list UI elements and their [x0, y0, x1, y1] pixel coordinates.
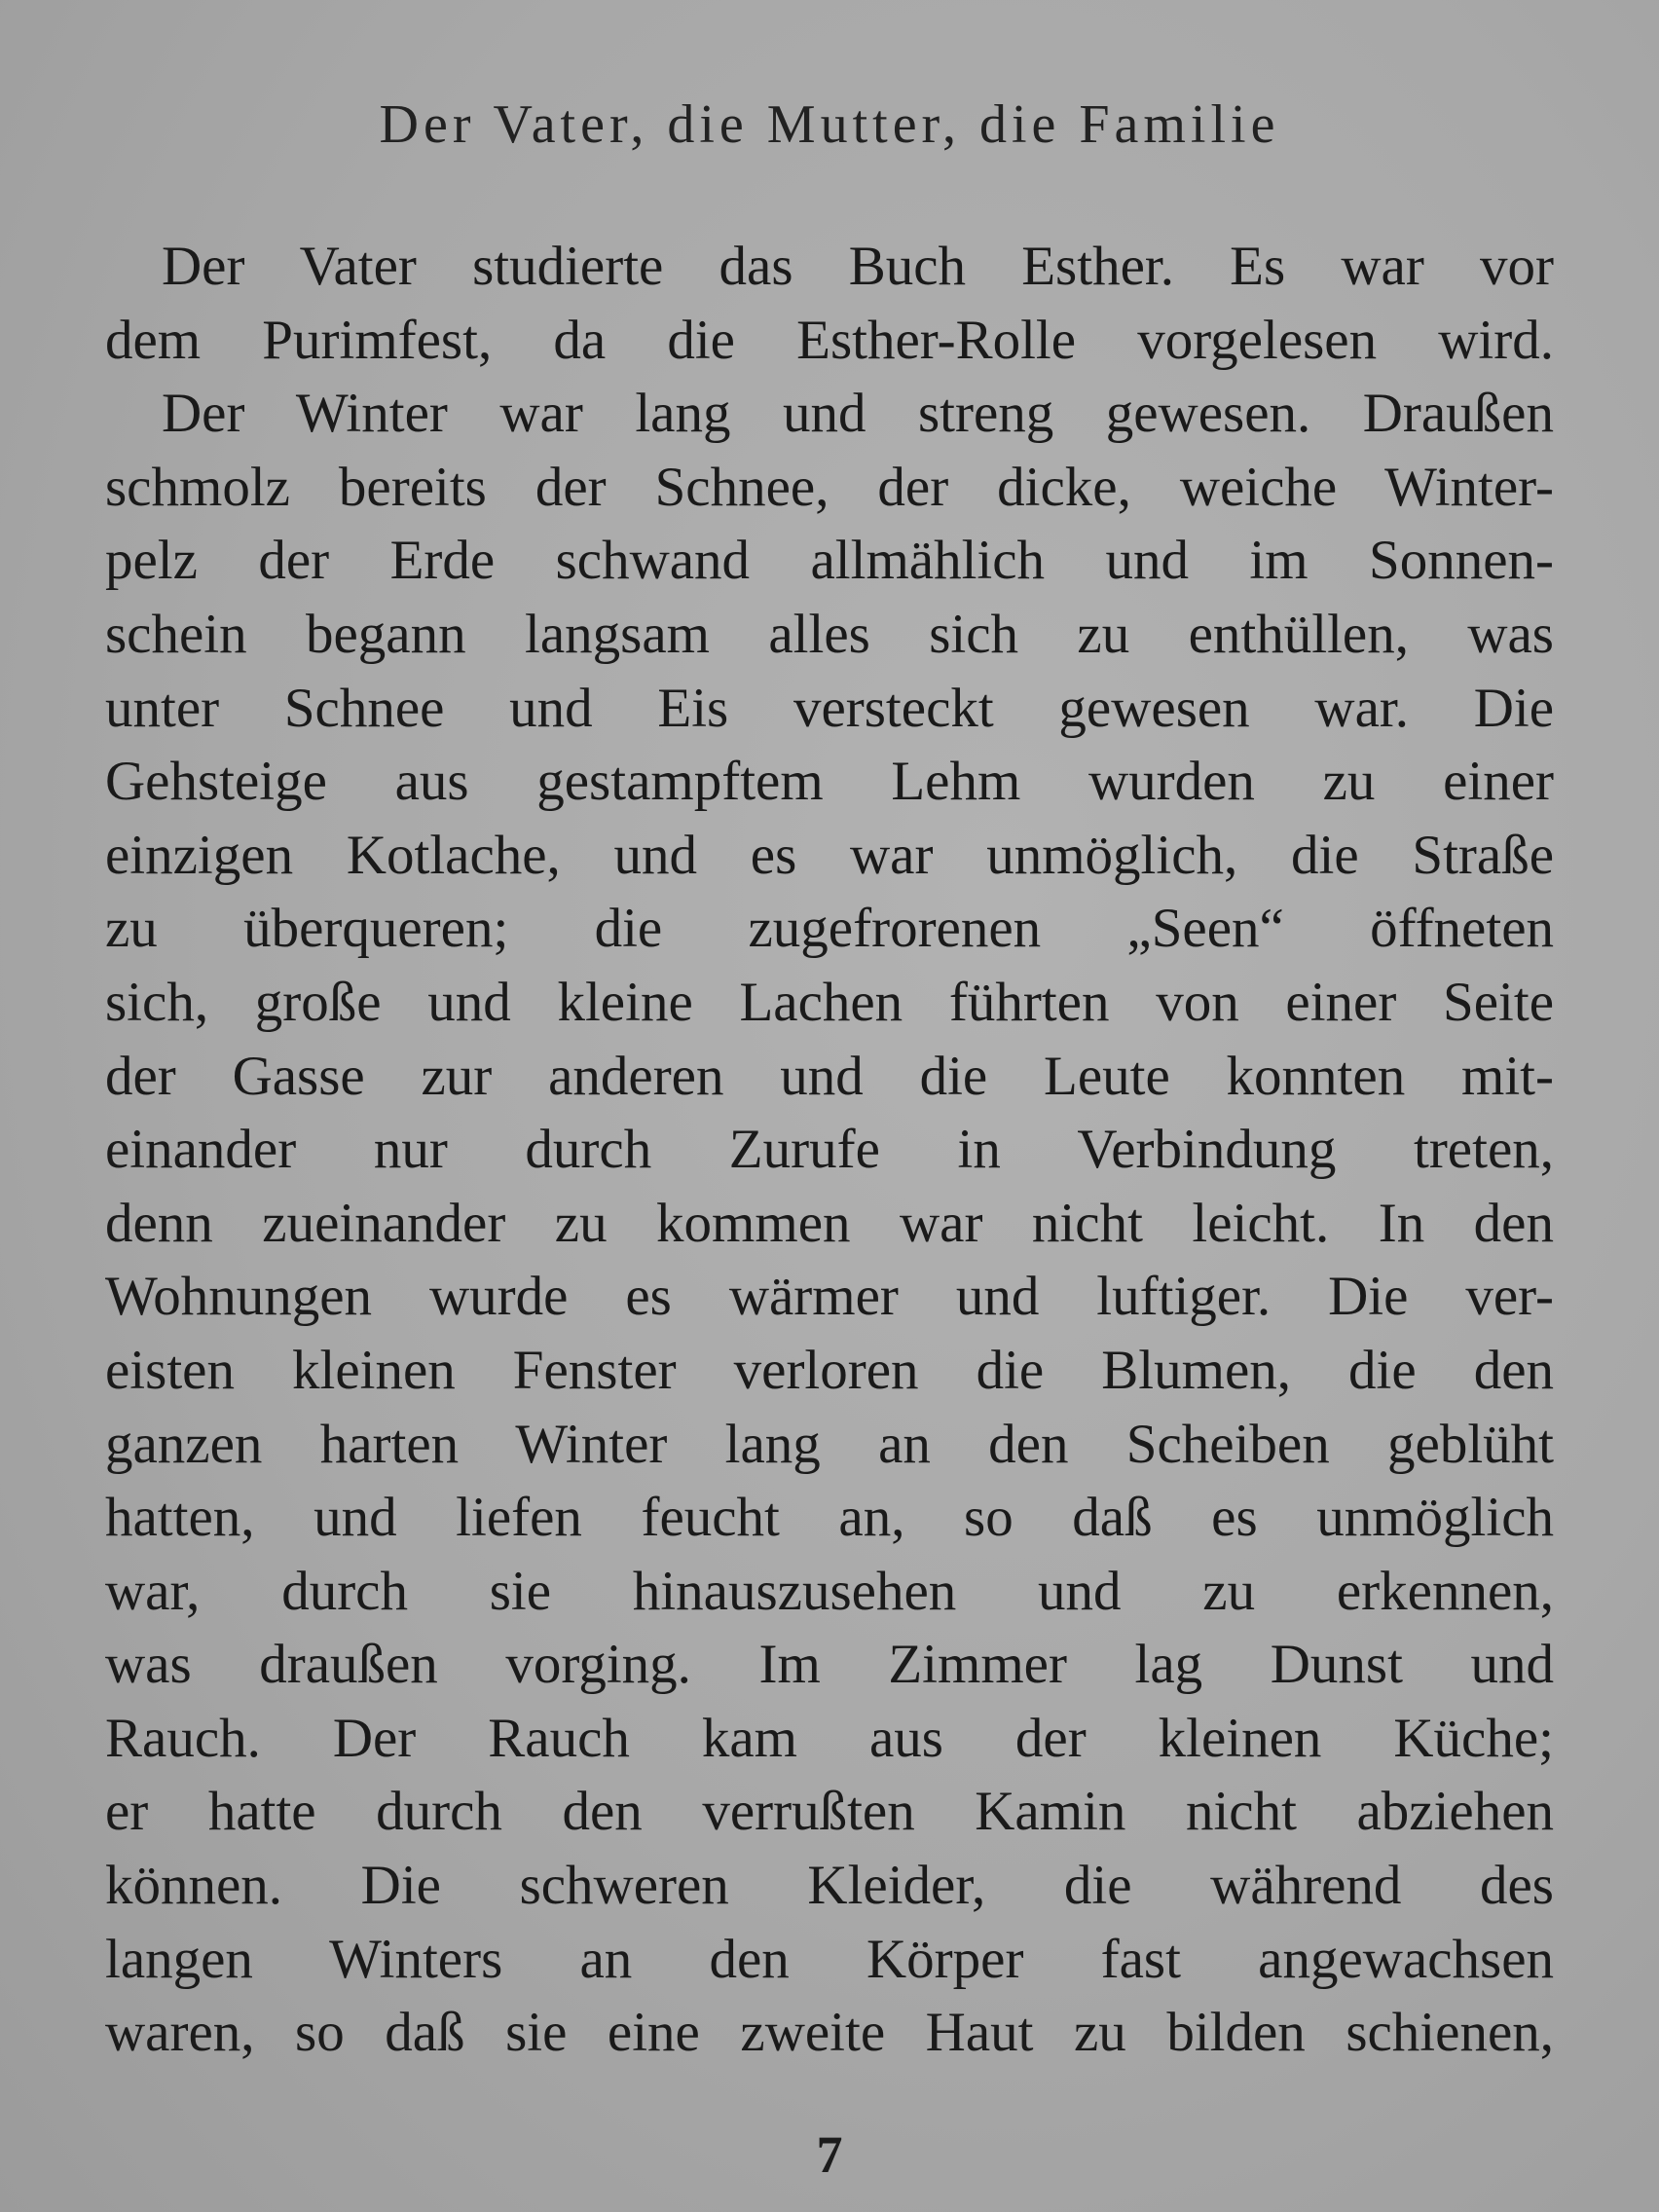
text-line: können. Die schweren Kleider, die während des [105, 1855, 1554, 1917]
text-line: zu überqueren; die zugefrorenen „Seen“ öffneten [105, 898, 1554, 960]
text-line: Rauch. Der Rauch kam aus der kleinen Küche; [105, 1707, 1554, 1769]
text-line: was draußen vorging. Im Zimmer lag Dunst und [105, 1634, 1554, 1696]
text-line: unter Schnee und Eis versteckt gewesen war. Die [105, 677, 1554, 739]
text-line: Der Vater studierte das Buch Esther. Es war vor [162, 236, 1554, 297]
text-line: Der Winter war lang und streng gewesen. Draußen [162, 383, 1554, 445]
text-line: einander nur durch Zurufe in Verbindung treten, [105, 1119, 1554, 1181]
text-line: er hatte durch den verrußten Kamin nicht abziehen [105, 1781, 1554, 1843]
text-line: sich, große und kleine Lachen führten von einer Seite [105, 971, 1554, 1033]
body-text [105, 230, 1554, 2070]
text-line: schein begann langsam alles sich zu enthüllen, was [105, 603, 1554, 665]
text-line: waren, so daß sie eine zweite Haut zu bilden schienen, [105, 2002, 1554, 2064]
text-line: eisten kleinen Fenster verloren die Blumen, die den [105, 1339, 1554, 1401]
text-line: hatten, und liefen feucht an, so daß es unmöglich [105, 1487, 1554, 1549]
text-line: einzigen Kotlache, und es war unmöglich, die Straße [105, 824, 1554, 886]
text-line: ganzen harten Winter lang an den Scheiben geblüht [105, 1413, 1554, 1475]
text-line: dem Purimfest, da die Esther-Rolle vorgelesen wird. [105, 309, 1554, 371]
text-line: der Gasse zur anderen und die Leute konnten mit- [105, 1045, 1554, 1107]
chapter-title: Der Vater, die Mutter, die Familie [379, 94, 1280, 155]
text-line: schmolz bereits der Schnee, der dicke, weiche Winter- [105, 456, 1554, 518]
text-line: Wohnungen wurde es wärmer und luftiger. Die ver- [105, 1266, 1554, 1328]
text-line: war, durch sie hinauszusehen und zu erkennen, [105, 1560, 1554, 1622]
page-number: 7 [816, 2125, 843, 2184]
text-line: langen Winters an den Körper fast angewachsen [105, 1928, 1554, 1990]
text-line: denn zueinander zu kommen war nicht leicht. In den [105, 1192, 1554, 1254]
text-line: pelz der Erde schwand allmählich und im Sonnen- [105, 530, 1554, 592]
text-line: Gehsteige aus gestampftem Lehm wurden zu einer [105, 751, 1554, 813]
